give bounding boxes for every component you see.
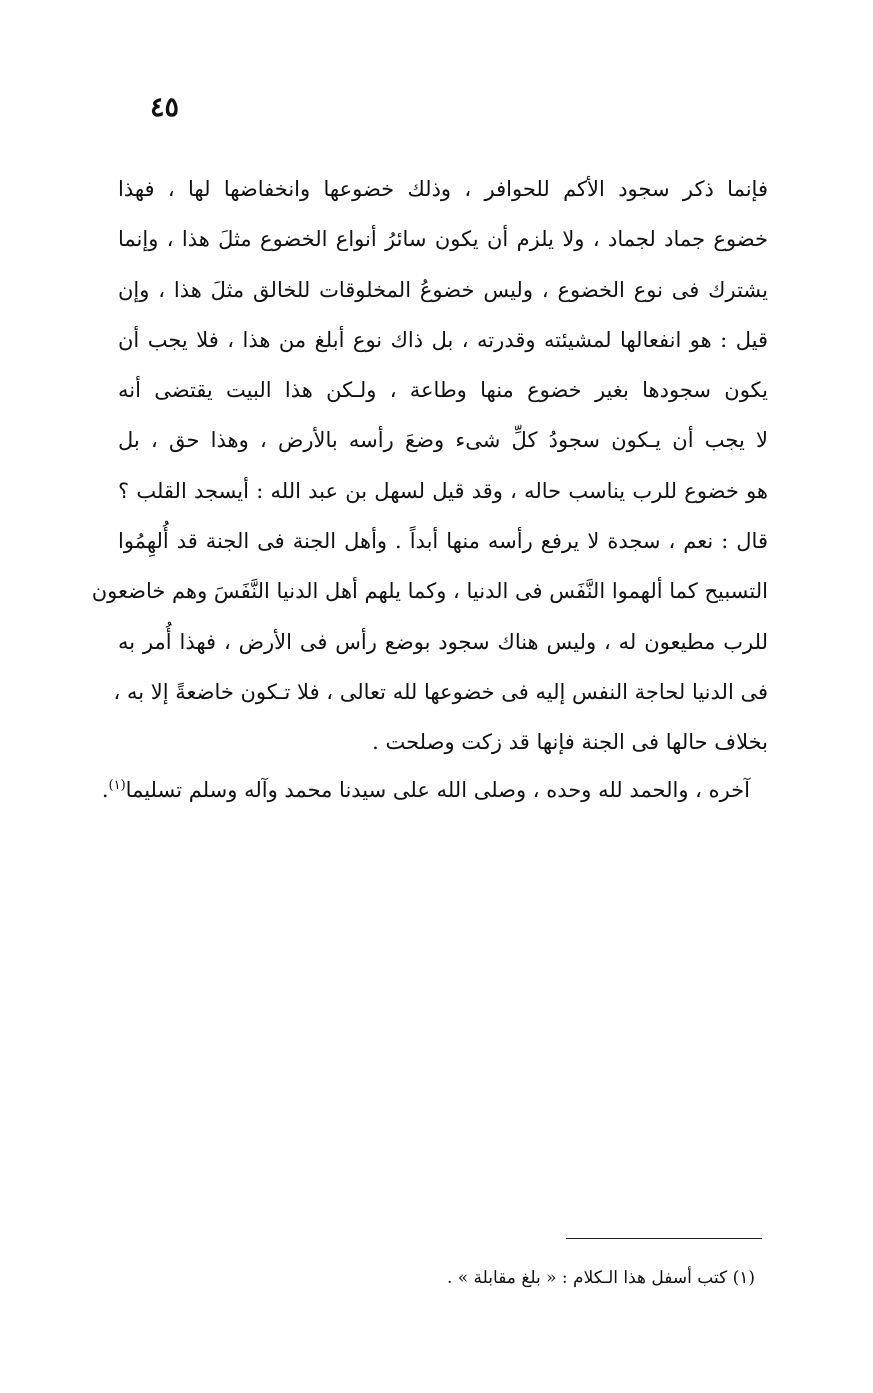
text-line: بخلاف حالها فى الجنة فإنها قد زكت وصلحت . [372,730,768,755]
text-line: قال : نعم ، سجدة لا يرفع رأسه منها أبداً . وأهل الجنة فى الجنة قد أُلهِمُوا [118,529,768,554]
text-line: للرب مطيعون له ، وليس هناك سجود بوضع رأس فى الأرض ، فهذا أُمر به [118,629,768,654]
text-line: التسبيح كما ألهموا النَّفَس فى الدنيا ، وكما يلهم أهل الدنيا النَّفَسَ وهم خاضعون [91,579,768,604]
body-paragraph [91,164,768,768]
text-line: لا يجب أن يـكون سجودُ كلِّ شىء وضعَ رأسه بالأرض ، وهذا حق ، بل [118,428,768,453]
text-line: يكون سجودها بغير خضوع منها وطاعة ، ولـكن هذا البيت يقتضى أنه [118,378,768,403]
text-line: فى الدنيا لحاجة النفس إليه فى خضوعها لله تعالى ، فلا تـكون خاضعةً إلا به ، [113,679,768,704]
text-line: هو خضوع للرب يناسب حاله ، وقد قيل لسهل بن عبد الله : أيسجد القلب ؟ [118,478,768,503]
closing-text: آخره ، والحمد لله وحده ، وصلى الله على سيدنا محمد وآله وسلم تسليما [125,778,750,802]
text-line: فإنما ذكر سجود الأكم للحوافر ، وذلك خضوعها وانخفاضها لها ، فهذا [118,177,768,201]
text-line: قيل : هو انفعالها لمشيئته وقدرته ، بل ذاك نوع أبلغ من هذا ، فلا يجب أن [118,327,768,352]
text-line: يشترك فى نوع الخضوع ، وليس خضوعُ المخلوقات للخالق مثلَ هذا ، وإن [118,277,768,302]
footnote-marker: (١) [108,778,126,793]
closing-period: . [101,778,109,802]
footnote: (١) كتب أسفل هذا الـكلام : « بلغ مقابلة » . [446,1268,755,1288]
page-number: ٤٥ [150,92,180,123]
text-line: خضوع جماد لجماد ، ولا يلزم أن يكون سائرُ أنواع الخضوع مثلَ هذا ، وإنما [118,227,768,252]
closing-line [101,766,750,810]
footnote-divider [566,1238,762,1239]
